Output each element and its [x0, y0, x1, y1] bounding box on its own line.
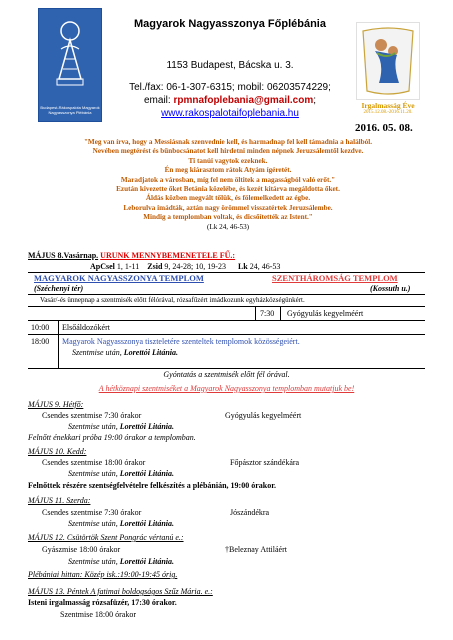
mass-2-intent: Elsőáldozókért: [62, 323, 110, 332]
sunday-heading: [28, 251, 235, 260]
day-3-after: [68, 519, 174, 528]
reading-1-verse: 1, 1-11: [116, 262, 140, 271]
quote-line: Nevében megtérést és bűnbocsánatot kell hirdetni minden népnek Jeruzsálemtől kezdve.: [92, 147, 364, 156]
reading-2-book: Zsid: [147, 262, 163, 271]
church-1-location: (Széchenyi tér): [34, 284, 84, 293]
parish-email-line: [110, 95, 350, 106]
day-2-after: [68, 469, 174, 478]
email-link[interactable]: rpmnafoplebania@gmail.com: [173, 95, 314, 106]
mercy-year-dates: 2015.12.08.-2016.11.20.: [363, 110, 413, 115]
litany-text: Lorettói Litánia.: [119, 557, 175, 566]
weekday-note: A hétköznapi szentmiséket a Magyarok Nagyasszonya templomban mutatjuk be!: [98, 384, 355, 393]
quote-line: Áldás közben megvált tőlük, és fölemelkedett az égbe.: [145, 194, 311, 203]
day-1-extra: Felnőtt énekkari próba 19:00 órakor a templomban.: [28, 433, 196, 442]
quote-line: "Meg van írva, hogy a Messiásnak szenvednie kell, és harmadnap fel kell támadnia a halálból.: [83, 138, 373, 146]
litany-text: Lorettói Litánia.: [119, 422, 175, 431]
day-1-mass: Csendes szentmise 7:30 órakor: [42, 411, 142, 420]
quote-line: Én meg kiárasztom rátok Atyám ígéretét.: [164, 166, 292, 175]
day-2-heading: MÁJUS 10. Kedd:: [28, 447, 87, 456]
quote-line: Ezután kivezette őket Betánia közelébe, és kezét kitárva megáldotta őket.: [116, 185, 340, 194]
reading-1-book: ApCsel: [90, 262, 115, 271]
email-suffix: ;: [313, 95, 316, 106]
parish-title: Magyarok Nagyasszonya Főplébánia: [134, 18, 326, 30]
day-4-mass: Gyászmise 18:00 órakor: [42, 545, 121, 554]
sunday-day: MÁJUS 8.Vasárnap.: [28, 251, 99, 260]
day-5-mass: Szentmise 18:00 órakor: [60, 610, 136, 619]
day-5-heading: MÁJUS 13. Péntek A fatimai boldogságos Szűz Mária. e.:: [28, 587, 213, 596]
day-5-extra: Isteni irgalmasság rózsafüzér, 17:30 órakor.: [28, 598, 177, 607]
day-3-heading: MÁJUS 11. Szerda:: [28, 496, 91, 505]
day-4-heading: MÁJUS 12. Csütörtök Szent Pongrác vértanú e.:: [28, 533, 184, 542]
quote-line: Leborulva imádták, aztán nagy örömmel visszatértek Jeruzsálembe.: [123, 203, 333, 212]
day-4-intent: †Beleznay Attiláért: [225, 545, 287, 554]
church-2-name: SZENTHÁROMSÁG TEMPLOM: [272, 273, 398, 283]
day-4-after: [68, 557, 174, 566]
sunday-feast: URUNK MENNYBEMENETELE FŰ.:: [100, 251, 236, 260]
email-label: email:: [143, 95, 174, 106]
day-1-heading: MÁJUS 9. Hétfő:: [28, 400, 84, 409]
quote-line: Maradjatok a városban, míg fel nem öltitek a magasságból való erőt.": [120, 175, 336, 184]
parish-website-link[interactable]: www.rakospalotaifoplebania.hu: [161, 108, 299, 119]
reading-3-book: Lk: [237, 262, 248, 271]
litany-text: Lorettói Litánia.: [119, 469, 175, 478]
quote-line: Mindig a templomban voltak, és dicsőítették az Istent.": [143, 213, 313, 222]
after-text: Szentmise után,: [68, 469, 118, 478]
quote-reference: (Lk 24, 46-53): [206, 222, 250, 231]
mass-1-intent: Gyógyulás kegyelméért: [287, 309, 364, 318]
day-1-after: [68, 422, 174, 431]
quote-line: Ti tanúi vagytok ezeknek.: [188, 156, 268, 165]
after-text: Szentmise után,: [72, 348, 122, 357]
mass-2-time: 10:00: [31, 323, 50, 332]
parish-address: 1153 Budapest, Bácska u. 3.: [166, 60, 294, 71]
day-1-intent: Gyógyulás kegyelméért: [225, 411, 302, 420]
day-2-intent: Főpásztor szándékára: [230, 458, 300, 467]
day-2-mass: Csendes szentmise 18:00 órakor: [42, 458, 146, 467]
reading-3-verse: 24, 46-53: [249, 262, 281, 271]
church-1-name: MAGYAROK NAGYASSZONYA TEMPLOM: [34, 273, 204, 283]
rosary-note: Vasár/-és ünnepnap a szentmisék előtt félórával, rózsafűzért imádkozunk egyházközségünkért.: [40, 296, 305, 304]
after-text: Szentmise után,: [68, 557, 118, 566]
day-3-mass: Csendes szentmise 7:30 órakor: [42, 508, 142, 517]
day-2-extra: Felnőttek részére szentségfelvételre felkészítés a plébánián, 19:00 órakor.: [28, 481, 277, 490]
after-text: Szentmise után,: [68, 519, 118, 528]
reading-2-verse: 9, 24-28; 10, 19-23: [164, 262, 226, 271]
day-4-extra: Plébániai hittan: Közép isk.:19:00-19:45 órig.: [28, 570, 178, 579]
mercy-year-logo: [356, 22, 420, 100]
church-2-location: (Kossuth u.): [370, 284, 411, 293]
parish-logo: [38, 8, 102, 122]
litany-text: Lorettói Litánia.: [119, 519, 175, 528]
parish-phone: Tel./fax: 06-1-307-6315; mobil: 06203574229;: [129, 82, 331, 93]
mass-1-time: 7:30: [260, 309, 275, 318]
logo-caption: Budapest-Rákospalota Magyarok Nagyasszonya Plébánia: [40, 105, 100, 115]
sunday-readings: [90, 262, 280, 271]
mass-3-intent: Magyarok Nagyasszonya tiszteletére szenteltek templomok közösségeiért.: [62, 337, 300, 346]
bulletin-date: 2016. 05. 08.: [355, 122, 413, 134]
after-text: Szentmise után,: [68, 422, 118, 431]
day-3-intent: Jószándékra: [230, 508, 270, 517]
gospel-quote: [30, 138, 426, 232]
litany-text: Lorettói Litánia.: [123, 348, 179, 357]
mass-3-after: [72, 348, 178, 357]
mercy-year-title: Irgalmasság Éve: [361, 101, 415, 110]
mass-3-time: 18:00: [31, 337, 50, 346]
confession-note: Gyóntatás a szentmisék előtt fél órával.: [163, 370, 290, 379]
